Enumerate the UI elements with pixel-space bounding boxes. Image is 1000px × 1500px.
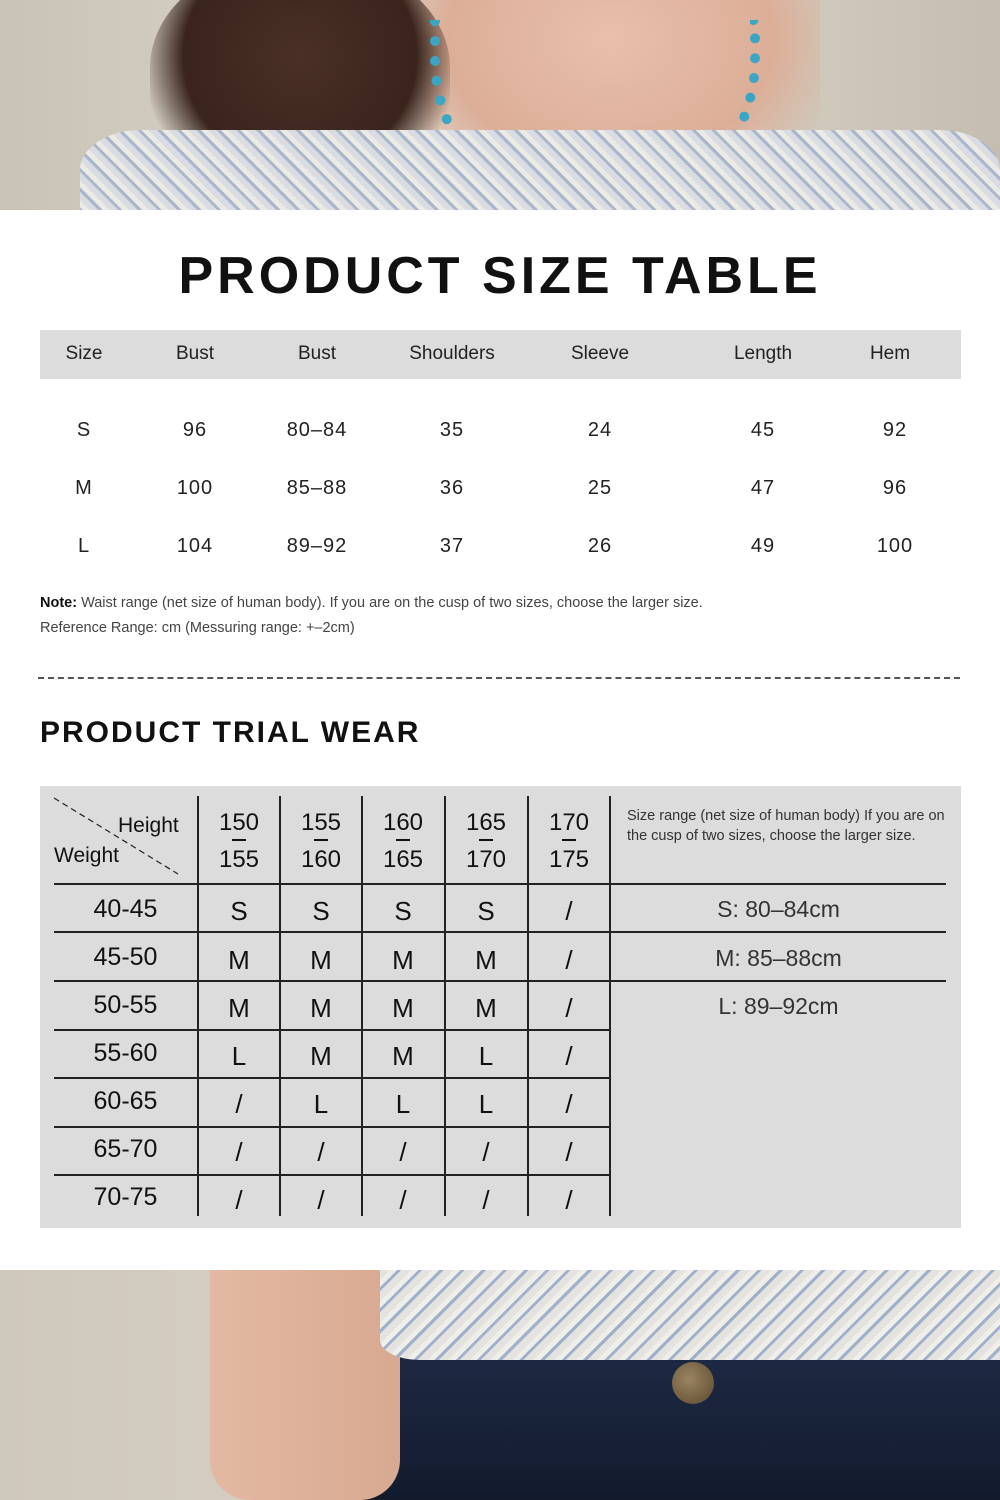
arm — [210, 1270, 400, 1500]
cell-bust: 100 — [176, 477, 214, 499]
height-bottom: 170 — [465, 846, 507, 873]
weight-60-65: 60-65 — [93, 1087, 158, 1115]
cell-length: 47 — [750, 477, 776, 499]
height-bottom: 160 — [300, 846, 342, 873]
model-photo-bottom — [0, 1270, 1000, 1500]
jeans-button — [672, 1362, 714, 1404]
grid-cell: L — [231, 1041, 247, 1071]
height-dash — [396, 839, 410, 841]
grid-cell: / — [235, 1185, 243, 1215]
height-bottom: 165 — [382, 846, 424, 873]
height-top: 165 — [465, 809, 507, 836]
knit-sweater-hem — [380, 1270, 1000, 1360]
corner-height-label: Height — [118, 814, 179, 837]
height-170-175 — [528, 804, 610, 878]
cell-size: S — [76, 419, 92, 441]
header-bust: Bust — [175, 343, 215, 364]
cell-shoulders: 36 — [439, 477, 465, 499]
cell-sleeve: 26 — [587, 535, 613, 557]
cell-size: L — [77, 535, 91, 557]
weight-70-75: 70-75 — [93, 1183, 158, 1211]
cell-shoulders: 37 — [439, 535, 465, 557]
cell-bust: 104 — [176, 535, 214, 557]
grid-cell: M — [392, 945, 414, 975]
size-row-m — [40, 477, 961, 507]
grid-cell: S — [230, 896, 248, 926]
header-size: Size — [65, 343, 103, 364]
height-top: 155 — [300, 809, 342, 836]
cell-sleeve: 24 — [587, 419, 613, 441]
model-photo-top — [0, 0, 1000, 210]
height-bottom: 155 — [218, 846, 260, 873]
range-l: L: 89–92cm — [718, 993, 839, 1019]
grid-cell: / — [565, 1041, 573, 1071]
cell-length: 45 — [750, 419, 776, 441]
height-150-155 — [198, 804, 280, 878]
trial-wear-title: PRODUCT TRIAL WEAR — [40, 716, 421, 749]
grid-cell: / — [565, 993, 573, 1023]
cell-hem: 100 — [876, 535, 914, 557]
grid-cell: / — [317, 1185, 325, 1215]
grid-cell: / — [565, 896, 573, 926]
cell-hem: 92 — [882, 419, 908, 441]
grid-cell: / — [317, 1137, 325, 1167]
height-155-160 — [280, 804, 362, 878]
range-m: M: 85–88cm — [715, 945, 842, 971]
cell-hem: 96 — [882, 477, 908, 499]
grid-cell: M — [228, 993, 250, 1023]
corner-weight-label: Weight — [54, 844, 119, 867]
header-bust-range: Bust — [297, 343, 337, 364]
grid-cell: / — [565, 1185, 573, 1215]
height-dash — [479, 839, 493, 841]
cell-bust: 96 — [182, 419, 208, 441]
grid-cell: M — [310, 1041, 332, 1071]
height-160-165 — [362, 804, 444, 878]
grid-cell: / — [565, 945, 573, 975]
cell-sleeve: 25 — [587, 477, 613, 499]
header-hem: Hem — [869, 343, 911, 364]
knit-sweater-collar — [80, 130, 1000, 210]
grid-cell: L — [478, 1089, 494, 1119]
grid-cell: / — [235, 1089, 243, 1119]
height-dash — [562, 839, 576, 841]
size-row-s — [40, 419, 961, 449]
size-table-header — [40, 330, 961, 379]
grid-cell: / — [235, 1137, 243, 1167]
grid-cell: / — [565, 1089, 573, 1119]
note-label: Note: — [40, 595, 78, 611]
height-dash — [314, 839, 328, 841]
grid-cell: M — [475, 945, 497, 975]
trial-wear-table — [40, 786, 961, 1228]
header-shoulders: Shoulders — [409, 343, 495, 364]
weight-55-60: 55-60 — [93, 1039, 158, 1067]
grid-cell: M — [310, 945, 332, 975]
grid-hline — [54, 931, 946, 933]
grid-cell: L — [478, 1041, 494, 1071]
weight-50-55: 50-55 — [93, 991, 158, 1019]
grid-hline — [54, 1077, 610, 1079]
grid-cell: / — [482, 1185, 490, 1215]
grid-cell: / — [399, 1137, 407, 1167]
height-bottom: 175 — [548, 846, 590, 873]
grid-cell: L — [313, 1089, 329, 1119]
grid-cell: M — [475, 993, 497, 1023]
height-dash — [232, 839, 246, 841]
height-top: 170 — [548, 809, 590, 836]
height-top: 150 — [218, 809, 260, 836]
grid-cell: M — [228, 945, 250, 975]
range-note: Size range (net size of human body) If you are on the cusp of two sizes, choose the larger size. — [627, 808, 945, 844]
grid-hline — [54, 883, 946, 885]
grid-cell: L — [395, 1089, 411, 1119]
weight-45-50: 45-50 — [93, 943, 158, 971]
grid-cell: M — [392, 1041, 414, 1071]
grid-cell: S — [312, 896, 330, 926]
grid-cell: M — [392, 993, 414, 1023]
page-title: PRODUCT SIZE TABLE — [178, 247, 822, 305]
grid-hline — [54, 1126, 610, 1128]
size-row-l — [40, 535, 961, 565]
height-165-170 — [445, 804, 527, 878]
grid-cell: / — [482, 1137, 490, 1167]
weight-65-70: 65-70 — [93, 1135, 158, 1163]
grid-cell: S — [394, 896, 412, 926]
header-length: Length — [733, 343, 793, 364]
grid-cell: S — [477, 896, 495, 926]
header-sleeve: Sleeve — [570, 343, 630, 364]
cell-shoulders: 35 — [439, 419, 465, 441]
cell-bust-range: 89–92 — [286, 535, 348, 557]
cell-size: M — [75, 477, 93, 499]
grid-hline — [54, 980, 946, 982]
reference-range: Reference Range: cm (Messuring range: +–2cm) — [40, 620, 355, 636]
grid-cell: / — [565, 1137, 573, 1167]
size-note — [40, 595, 703, 611]
height-top: 160 — [382, 809, 424, 836]
grid-hline — [54, 1029, 610, 1031]
section-divider — [38, 677, 960, 679]
grid-hline — [54, 1174, 610, 1176]
range-s: S: 80–84cm — [717, 896, 840, 922]
grid-cell: / — [399, 1185, 407, 1215]
size-chart-sheet — [0, 210, 1000, 1270]
note-text: Waist range (net size of human body). If you are on the cusp of two sizes, choose the larger size. — [81, 595, 703, 611]
weight-40-45: 40-45 — [93, 895, 158, 923]
grid-cell: M — [310, 993, 332, 1023]
cell-length: 49 — [750, 535, 776, 557]
cell-bust-range: 85–88 — [286, 477, 348, 499]
cell-bust-range: 80–84 — [286, 419, 348, 441]
